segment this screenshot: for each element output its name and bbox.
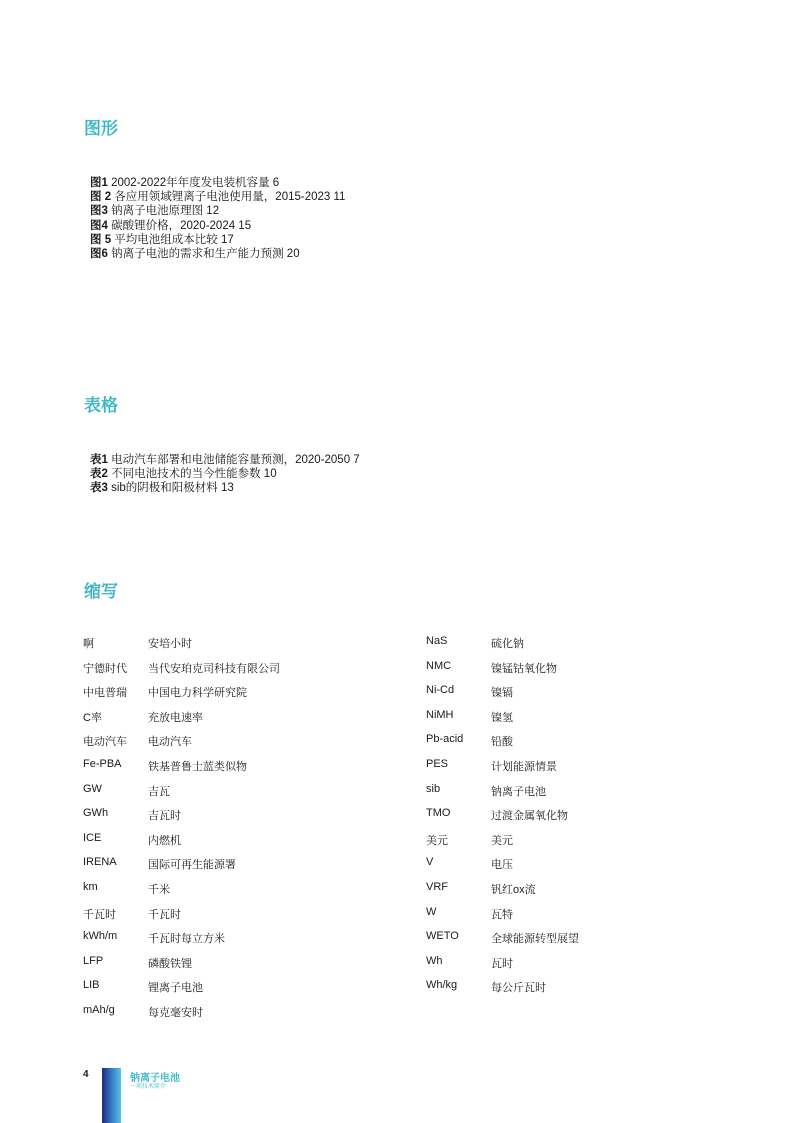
abbreviation-definition: 美元	[491, 834, 513, 847]
abbreviation-term: C率	[83, 711, 102, 724]
abbreviation-definition: 充放电速率	[148, 711, 203, 724]
abbreviation-row	[426, 660, 579, 685]
abbreviation-row	[426, 758, 579, 783]
abbreviation-row	[426, 881, 579, 906]
abbreviation-term: Wh	[426, 954, 443, 967]
abbreviation-definition: 瓦时	[491, 957, 513, 970]
abbreviation-definition: 镍锰钴氧化物	[491, 662, 557, 675]
abbreviation-term: W	[426, 905, 437, 918]
abbreviation-definition: 钒红ox流	[491, 883, 536, 896]
abbreviation-definition: 磷酸铁锂	[148, 957, 192, 970]
table-list-item	[90, 467, 360, 481]
abbreviation-definition: 国际可再生能源署	[148, 859, 236, 872]
abbreviation-term: V	[426, 856, 434, 869]
table-list-item-label: 表3	[90, 482, 108, 495]
figure-list-item	[90, 176, 345, 190]
abbreviations-right-column	[426, 635, 579, 1004]
figures-heading: 图形	[84, 119, 118, 139]
abbreviation-term: GW	[83, 782, 102, 795]
table-list-item	[90, 453, 360, 467]
table-list-item-text: 不同电池技术的当今性能参数 10	[111, 468, 277, 481]
abbreviation-term: TMO	[426, 807, 451, 820]
figure-list-item-text: 2002-2022年年度发电装机容量 6	[111, 177, 280, 189]
figure-list-item-label: 图3	[90, 205, 108, 218]
abbreviation-definition: 铁基普鲁士蓝类似物	[148, 760, 247, 773]
figures-list	[90, 176, 345, 261]
abbreviation-row	[426, 856, 579, 881]
abbreviation-row	[426, 807, 579, 832]
abbreviation-term: 啊	[83, 638, 94, 650]
abbreviation-definition: 镍镉	[491, 687, 513, 700]
abbreviation-row	[426, 832, 579, 857]
abbreviation-definition: 锂离子电池	[148, 982, 203, 995]
abbreviation-term: Pb-acid	[426, 733, 464, 746]
tables-list	[90, 453, 360, 496]
figure-list-item-label: 图1	[90, 177, 108, 189]
abbreviation-definition: 钠离子电池	[491, 785, 546, 798]
abbreviation-term: ICE	[83, 831, 102, 844]
abbreviation-term: Wh/kg	[426, 979, 458, 992]
abbreviation-term: LIB	[83, 979, 100, 992]
figure-list-item	[90, 190, 345, 204]
footer-title: 钠离子电池	[130, 1073, 180, 1084]
abbreviation-row	[426, 684, 579, 709]
abbreviation-term: NMC	[426, 659, 452, 672]
table-list-item-text: sib的阴极和阳极材料 13	[111, 482, 234, 495]
abbreviation-definition: 电动汽车	[148, 736, 192, 749]
abbreviations-left-column	[83, 635, 280, 1029]
abbreviation-row	[426, 733, 579, 758]
figure-list-item-label: 图 5	[90, 233, 112, 246]
abbreviation-row	[83, 979, 280, 1004]
abbreviation-row	[83, 758, 280, 783]
figure-list-item	[90, 219, 345, 233]
abbreviation-definition: 过渡金属氧化物	[491, 810, 568, 823]
figure-list-item-text: 碳酸锂价格，2020-2024 15	[111, 219, 252, 232]
abbreviation-term: WETO	[426, 930, 459, 943]
abbreviation-definition: 千瓦时每立方米	[148, 933, 225, 946]
abbreviation-row	[83, 733, 280, 758]
abbreviation-definition: 每克毫安时	[148, 1006, 203, 1019]
abbreviation-definition: 每公斤瓦时	[491, 982, 546, 995]
abbreviation-term: IRENA	[83, 856, 117, 869]
abbreviation-definition: 吉瓦时	[148, 810, 181, 823]
abbreviation-row	[83, 660, 280, 685]
figure-list-item-text: 平均电池组成本比较 17	[114, 233, 234, 246]
abbreviation-row	[426, 979, 579, 1004]
figure-list-item	[90, 247, 345, 261]
abbreviation-row	[83, 684, 280, 709]
table-list-item-label: 表2	[90, 468, 108, 481]
abbreviation-term: 宁德时代	[83, 662, 127, 675]
abbreviation-term: 中电普瑞	[83, 687, 127, 700]
abbreviation-definition: 千瓦时	[148, 908, 181, 921]
abbreviation-row	[83, 832, 280, 857]
abbreviation-row	[426, 635, 579, 660]
table-list-item-label: 表1	[90, 454, 108, 466]
page-number: 4	[83, 1069, 89, 1080]
abbreviation-term: PES	[426, 757, 449, 770]
abbreviation-definition: 铅酸	[491, 736, 513, 749]
abbreviation-row	[83, 807, 280, 832]
table-list-item	[90, 481, 360, 495]
table-list-item-text: 电动汽车部署和电池储能容量预测，2020-2050 7	[111, 454, 360, 466]
abbreviation-definition: 安培小时	[148, 638, 192, 650]
abbreviation-row	[426, 955, 579, 980]
abbreviation-row	[83, 856, 280, 881]
abbreviation-definition: 中国电力科学研究院	[148, 687, 247, 700]
abbreviation-term: mAh/g	[83, 1003, 115, 1016]
abbreviation-row	[83, 783, 280, 808]
figure-list-item-text: 各应用领域锂离子电池使用量，2015-2023 11	[114, 191, 346, 204]
figure-list-item-label: 图6	[90, 248, 108, 261]
abbreviation-row	[83, 881, 280, 906]
abbreviation-definition: 吉瓦	[148, 785, 170, 798]
abbreviation-term: GWh	[83, 807, 109, 820]
abbreviation-row	[426, 930, 579, 955]
abbreviation-term: Ni-Cd	[426, 684, 455, 697]
abbreviation-definition: 电压	[491, 859, 513, 872]
figure-list-item	[90, 204, 345, 218]
figure-list-item-label: 图4	[90, 219, 108, 232]
abbreviation-term: 电动汽车	[83, 736, 127, 749]
abbreviation-term: kWh/m	[83, 930, 118, 943]
abbreviation-row	[83, 955, 280, 980]
abbreviations-heading: 缩写	[84, 582, 118, 602]
abbreviation-definition: 瓦特	[491, 908, 513, 921]
abbreviation-row	[83, 635, 280, 660]
abbreviation-term: NiMH	[426, 708, 454, 721]
abbreviation-term: 美元	[426, 834, 448, 847]
abbreviation-term: LFP	[83, 954, 104, 967]
abbreviation-term: Fe-PBA	[83, 757, 122, 770]
abbreviation-term: 千瓦时	[83, 908, 116, 921]
abbreviation-definition: 当代安珀克司科技有限公司	[148, 662, 280, 675]
footer-subtitle: 一项技术简介	[130, 1084, 167, 1090]
abbreviation-term: NaS	[426, 635, 448, 647]
abbreviation-definition: 全球能源转型展望	[491, 933, 579, 946]
abbreviation-definition: 内燃机	[148, 834, 181, 847]
abbreviation-row	[83, 930, 280, 955]
figure-list-item-text: 钠离子电池的需求和生产能力预测 20	[111, 248, 300, 261]
abbreviation-row	[83, 709, 280, 734]
footer-color-bar	[102, 1068, 121, 1123]
figure-list-item-label: 图 2	[90, 191, 112, 204]
figure-list-item-text: 钠离子电池原理图 12	[111, 205, 220, 218]
figure-list-item	[90, 233, 345, 247]
abbreviation-row	[83, 1004, 280, 1029]
abbreviation-term: km	[83, 880, 98, 893]
tables-heading: 表格	[84, 396, 118, 416]
abbreviation-row	[426, 783, 579, 808]
abbreviation-row	[426, 906, 579, 931]
abbreviation-definition: 镍氢	[491, 711, 513, 724]
abbreviation-definition: 计划能源情景	[491, 760, 557, 773]
abbreviation-term: VRF	[426, 880, 448, 893]
abbreviation-definition: 硫化钠	[491, 638, 524, 650]
abbreviation-definition: 千米	[148, 883, 170, 896]
abbreviation-row	[426, 709, 579, 734]
abbreviation-term: sib	[426, 782, 441, 795]
abbreviation-row	[83, 906, 280, 931]
